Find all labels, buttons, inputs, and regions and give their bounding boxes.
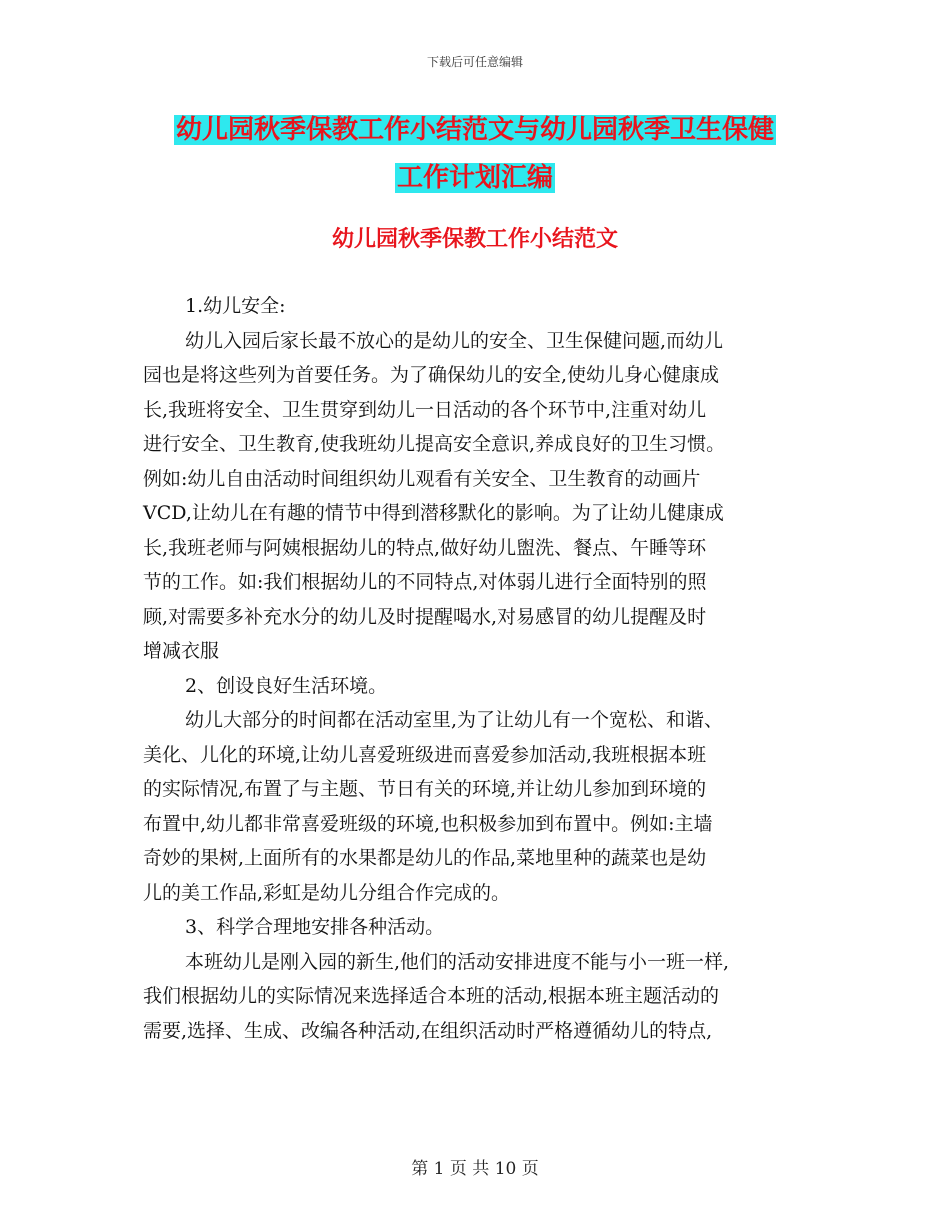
body-text bbox=[143, 289, 813, 1048]
header-note: 下载后可任意编辑 bbox=[426, 55, 523, 69]
text-line: 我们根据幼儿的实际情况来选择适合本班的活动,根据本班主题活动的 bbox=[143, 985, 720, 1007]
text-line: VCD,让幼儿在有趣的情节中得到潜移默化的影响。为了让幼儿健康成 bbox=[143, 502, 724, 524]
total-label: 共 bbox=[472, 1159, 490, 1179]
text-line: 布置中,幼儿都非常喜爱班级的环境,也积极参加到布置中。例如:主墙 bbox=[143, 812, 713, 835]
text-line: 3、科学合理地安排各种活动。 bbox=[185, 916, 445, 938]
text-line: 园也是将这些列为首要任务。为了确保幼儿的安全,使幼儿身心健康成 bbox=[143, 364, 720, 386]
text-line: 长,我班老师与阿姨根据幼儿的特点,做好幼儿盥洗、餐点、午睡等环 bbox=[143, 536, 707, 559]
text-line: 的实际情况,布置了与主题、节日有关的环境,并让幼儿参加到环境的 bbox=[143, 778, 707, 800]
text-line: 幼儿入园后家长最不放心的是幼儿的安全、卫生保健问题,而幼儿 bbox=[185, 329, 724, 352]
title-line-1-text: 幼儿园秋季保教工作小结范文与幼儿园秋季卫生保健 bbox=[175, 115, 774, 145]
title-line-2 bbox=[0, 154, 950, 202]
text-line: 奇妙的果树,上面所有的水果都是幼儿的作品,菜地里种的蔬菜也是幼 bbox=[143, 847, 707, 869]
text-line: 需要,选择、生成、改编各种活动,在组织活动时严格遵循幼儿的特点, bbox=[143, 1019, 713, 1042]
page-unit: 页 bbox=[449, 1159, 467, 1179]
text-line: 进行安全、卫生教育,使我班幼儿提高安全意识,养成良好的卫生习惯。 bbox=[143, 433, 726, 455]
title-line-2-text: 工作计划汇编 bbox=[396, 163, 553, 193]
total-unit: 页 bbox=[521, 1159, 539, 1179]
text-line: 2、创设良好生活环境。 bbox=[185, 674, 388, 697]
text-line: 例如:幼儿自由活动时间组织幼儿观看有关安全、卫生教育的动画片 bbox=[143, 467, 701, 490]
page-footer bbox=[0, 1154, 950, 1179]
section-title: 幼儿园秋季保教工作小结范文 bbox=[331, 227, 618, 252]
page-current: 1 bbox=[433, 1159, 445, 1179]
page-label: 第 bbox=[411, 1159, 429, 1179]
title-line-1 bbox=[0, 106, 950, 154]
text-line: 本班幼儿是刚入园的新生,他们的活动安排进度不能与小一班一样, bbox=[185, 950, 730, 973]
text-line: 美化、儿化的环境,让幼儿喜爱班级进而喜爱参加活动,我班根据本班 bbox=[143, 743, 707, 766]
text-line: 儿的美工作品,彩虹是幼儿分组合作完成的。 bbox=[143, 881, 511, 904]
page-total: 10 bbox=[494, 1159, 517, 1179]
text-line: 顾,对需要多补充水分的幼儿及时提醒喝水,对易感冒的幼儿提醒及时 bbox=[143, 605, 707, 628]
text-line: 增减衣服 bbox=[143, 640, 220, 662]
text-line: 长,我班将安全、卫生贯穿到幼儿一日活动的各个环节中,注重对幼儿 bbox=[143, 398, 707, 421]
text-line: 节的工作。如:我们根据幼儿的不同特点,对体弱儿进行全面特别的照 bbox=[143, 571, 707, 593]
document-title bbox=[0, 106, 950, 202]
text-line: 幼儿大部分的时间都在活动室里,为了让幼儿有一个宽松、和谐、 bbox=[185, 709, 724, 731]
text-line: 1.幼儿安全: bbox=[185, 295, 286, 317]
